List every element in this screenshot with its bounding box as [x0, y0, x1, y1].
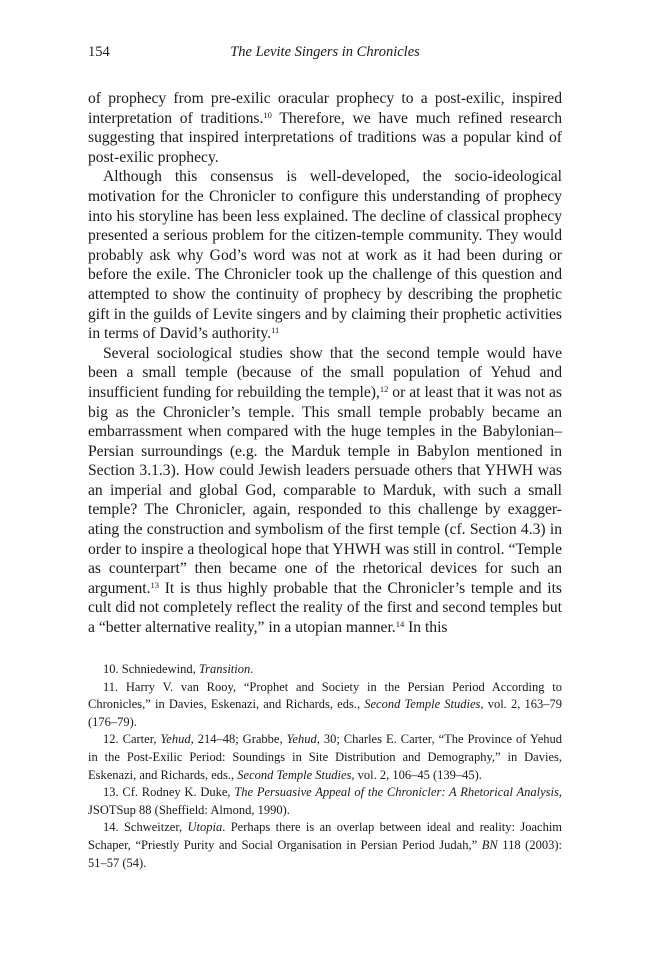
text-run: , vol. 2, 106–45 (139–45). [351, 767, 482, 782]
text-run: . Perhaps there is an overlap between ideal and reality: Joachim Schaper, “Priestly Purity and Social Organisation in Persian Period Judah,” [88, 820, 563, 852]
footnote [88, 661, 562, 679]
italic-text: Second Temple Studies [364, 697, 481, 712]
text-run: 14. Schweitzer, [103, 820, 188, 835]
text-run: It is thus highly probable that the Chronicler’s temple and its cult did not completely reflect the reality of the first and second temples but a “better alternative reality,” in a utopian manner. [88, 579, 562, 637]
footnote [88, 784, 562, 819]
body-paragraph [88, 89, 562, 167]
footnote-ref: 13 [150, 579, 160, 590]
text-run: 12. Carter, [103, 732, 161, 747]
text-run: Although this consensus is well-developed, the socio-ideological motivation for the Chronicler to configure this understanding of prophecy into his storyline has been less explained. The decline of classical prophecy presented a serious problem for the citizen-temple community. They would probably ask why God’s word was not at work as it had been during or before the exile. The Chronicler took up the challenge of this question and attempted to show the continuity of prophecy by describing the prophetic gift in the guilds of Levite singers and by claiming their prophetic activities in terms of David’s authority. [88, 168, 562, 343]
text-run: 10. Schniedewind, [103, 662, 199, 676]
text-run: or at least that it was not as big as the Chronicler’s temple. This small temple probably became an embarrassment when compared with the huge temples in the Babylonian–Persian surroundings (e.g. the Marduk temple in Babylon mentioned in Section 3.1.3). How could Jewish leaders persuade others that YHWH was an imperial and global God, comparable to Marduk, with such a small temple? The Chronicler, again, responded to this challenge by exagger-ating the construction and symbolism of the first temple (cf. Section 4.3) in order to inspire a theological hope that YHWH was still in control. “Temple as counterpart” then became one of the rhetorical devices for such an argument. [88, 383, 562, 597]
body-paragraph [88, 344, 562, 638]
page-number: 154 [88, 44, 110, 60]
text-run: 11. Harry V. van Rooy, “Prophet and Society in the Persian Period According to Chronicles,” in Davies, Eskenazi, and Richards, eds., [88, 679, 562, 712]
footnote [88, 679, 562, 732]
text-run: , 30; Charles E. Carter, “The Province of Yehud in the Post-Exilic Period: Soundings in Site Distribution and Demography,” in Davies, Eskenazi, and Richards, eds., [88, 732, 563, 782]
text-run: Several sociological studies show that the second temple would have been a small temple (because of the small population of Yehud and insufficient funding for rebuilding the temple), [88, 344, 562, 401]
footnote-ref: 11 [271, 325, 280, 336]
italic-text: The Persuasive Appeal of the Chronicler: A Rhetorical Analysis [234, 785, 559, 800]
text-run: , 214–48; Grabbe, [190, 732, 287, 747]
footnote [88, 819, 562, 872]
running-title: The Levite Singers in Chronicles [230, 44, 420, 60]
footnote-ref: 12 [379, 383, 389, 394]
italic-text: BN [481, 837, 498, 852]
text-run: . [250, 662, 254, 676]
italic-text: Transition [198, 662, 251, 676]
text-run: , JSOTSup 88 (Sheffield: Almond, 1990). [88, 785, 562, 817]
body-paragraph [88, 167, 562, 343]
footnote [88, 731, 562, 784]
text-run: of prophecy from pre-exilic oracular prophecy to a post-exilic, inspired interpretation of traditions. [88, 90, 562, 127]
footnotes [88, 661, 562, 872]
footnote-ref: 14 [395, 619, 405, 630]
italic-text: Yehud [160, 732, 191, 747]
main-text [88, 89, 562, 638]
text-run: , vol. 2, 163–79 (176–79). [88, 697, 562, 729]
footnote-ref: 10 [263, 109, 272, 120]
page-header [88, 44, 562, 64]
text-run: Therefore, we have much refined research suggesting that inspired interpretations of traditions was a popular kind of post-exilic prophecy. [88, 109, 562, 166]
text-run: In this [404, 619, 448, 637]
italic-text: Utopia [187, 820, 223, 835]
italic-text: Yehud [286, 732, 317, 747]
text-run: 118 (2003): 51–57 (54). [88, 837, 562, 870]
text-run: 13. Cf. Rodney K. Duke, [103, 785, 235, 800]
italic-text: Second Temple Studies [237, 767, 352, 782]
